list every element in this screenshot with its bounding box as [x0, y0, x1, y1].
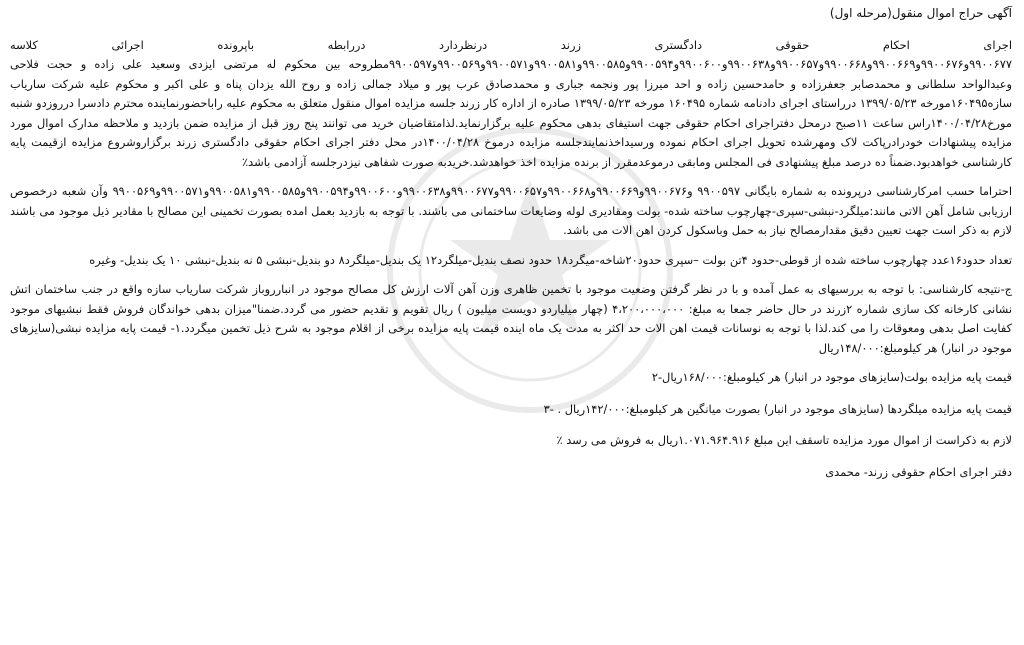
- line-bolt-price: قیمت پایه مزایده بولت(سایزهای موجود در انبار) هر کیلومبلغ:۱۶۸/۰۰۰ریال-۲: [651, 370, 1012, 384]
- notice-title: آگهی حراج اموال منقول(مرحله اول): [829, 6, 1012, 20]
- line-rebar-price: قیمت پایه مزایده میلگردها (سایزهای موجود در انبار) بصورت میانگین هر کیلومبلغ:۱۴۲/۰۰۰ریال . -۳: [543, 401, 1012, 416]
- paragraph-items-list: تعداد حدود۱۶عدد چهارچوب ساخته شده از قوطی-حدود ۴تن بولت –سپری حدود۲۰شاخه-میگرد۱۸ حدود نصف بندیل-میلگرد۱۲ یک بندیل-میلگرد۸ دو بندیل-نبشی ۵ نه بندیل-نبشی ۱۰ یک بندیل- وغیره: [89, 252, 1012, 267]
- paragraph-expert-result: ج-نتیجه کارشناسی: با توجه به بررسیهای به عمل آمده و با در نظر گرفتن وضعیت موجود با تخمین ظاهری وزن آهن آلات ارزش کل مصالح موجود در انبارروباز شرکت ساریاب سازه واقع در جنب ساختمان اتش نشانی کارخانه کک سازی شماره ۲زرند در حال حاضر جمعا به مبلغ: ۴،۲۰۰،۰۰۰،۰۰۰ (چهار میلیاردو دویست میلیون ) ریال تقویم و تقدیم حضور می گردد.ضمنا"میزان بدهی خواندگان فروش فقط نبشیهای موجود کفایت اصل بدهی ومعوقات را می کند.لذا با توجه به نوسانات قیمت اهن الات حد اکثر به مدت یک ماه اینده قیمت پایه مزایده برخی از اقلام موجود به شرح ذیل تخمین میگردد.۱- قیمت پایه مزایده نبشی(سایزهای موجود در انبار) هر کیلومبلغ:۱۴۸/۰۰۰ریال: [10, 282, 1013, 355]
- signature-office: دفتر اجرای احکام حقوقی زرند- محمدی: [825, 464, 1012, 479]
- paragraph-auction-intro: اجرای احکام حقوقی دادگستری زرند درنظردارد دررابطه باپرونده اجرائی کلاسه ۹۹۰۰۶۷۷و۹۹۰۰۶۷۶و۹۹۰۰۶۶۹و۹۹۰۰۶۶۸و۹۹۰۰۶۵۷و۹۹۰۰۶۳۸و۹۹۰۰۶۰۰و۹۹۰۰۵۹۴و۹۹۰۰۵۸۵و۹۹۰۰۵۸۱و۹۹۰۰۵۷۱و۹۹۰۰۵۶۹و۹۹۰۰۵۹۷مطروحه بین محکوم له مرتضی ایزدی وسعید علی زاده و حجت فلاحی وعبدالواحد سلطانی و محمدصابر جعفرزاده و حامدحسین زاده و احد میرزا پور ونجمه جباری و محمدصادق عرب پور و میلاد جمالی زاده و روح الله یزدان پناه و علی اکبر و محکوم علیه شرکت ساریاب سازه۱۶۰۴۹۵مورخه ۱۳۹۹/۰۵/۲۳ درراستای اجرای دادنامه شماره ۱۶۰۴۹۵ مورخه ۱۳۹۹/۰۵/۲۳ صادره از اداره کار زرند جلسه مزایده اموال منقول متعلق به محکوم علیه راباحضورنماینده محترم دادسرا درروزدو شنبه مورخ۱۴۰۰/۰۴/۲۸راس ساعت ۱۱صبح درمحل دفتراجرای احکام حقوقی جهت استیفای بدهی محکوم علیه برگزارنماید.لذامتقاضیان خرید می توانند پنج روز قبل از مزایده ضمن بازدید و ملاحظه مدارک اموال مورد مزایده پیشنهادات خودرادرپاکت لاک ومهرشده تحویل اجرای احکام نموده ورسیداخذنمایندجلسه مزایده درموخ ۱۴۰۰/۰۴/۲۸در محل دفتر اجرای احکام حقوقی دادگستری زرند برگزاروشروع مزایده ازقیمت پایه کارشناسی خواهدبود.ضمناً ده درصد مبلغ پیشنهادی فی المجلس ومابقی درموعدمقرر از برنده مزایده اخذ خواهدشد.خریدبه صورت شفاهی نیزدرجلسه آزادمی باشد٪: [10, 37, 1012, 169]
- line-sale-cap: لازم به ذکراست از اموال مورد مزایده تاسقف این مبلغ ۱.۰۷۱.۹۶۴.۹۱۶ریال به فروش می رسد ٪: [556, 433, 1012, 447]
- paragraph-expert-report: احتراما حسب امرکارشناسی درپرونده به شماره بایگانی ۹۹۰۰۵۹۷ و۹۹۰۰۶۷۶و۹۹۰۰۶۶۹و۹۹۰۰۶۶۸و۹۹۰۰۶۵۷و۹۹۰۰۶۷۷و۹۹۰۰۶۳۸و۹۹۰۰۶۰۰و۹۹۰۰۵۹۴و۹۹۰۰۵۸۵و۹۹۰۰۵۸۱و۹۹۰۰۵۷۱و۹۹۰۰۵۶۹ وآن شعبه درخصوص ارزیابی شامل آهن الاتی مانند:میلگرد-نبشی-سپری-چهارچوب ساخته شده- بولت ومقادیری لوله وضایعات ساختمانی می باشند. با توجه به بازدید بعمل امده بصورت تخمینی این مصالح با مقادیر ذیل موجود می باشند لازم به ذکر است جهت تعیین دقیق مقدارمصالح نیاز به حمل وباسکول کردن اهن الات می باشد.: [10, 184, 1013, 237]
